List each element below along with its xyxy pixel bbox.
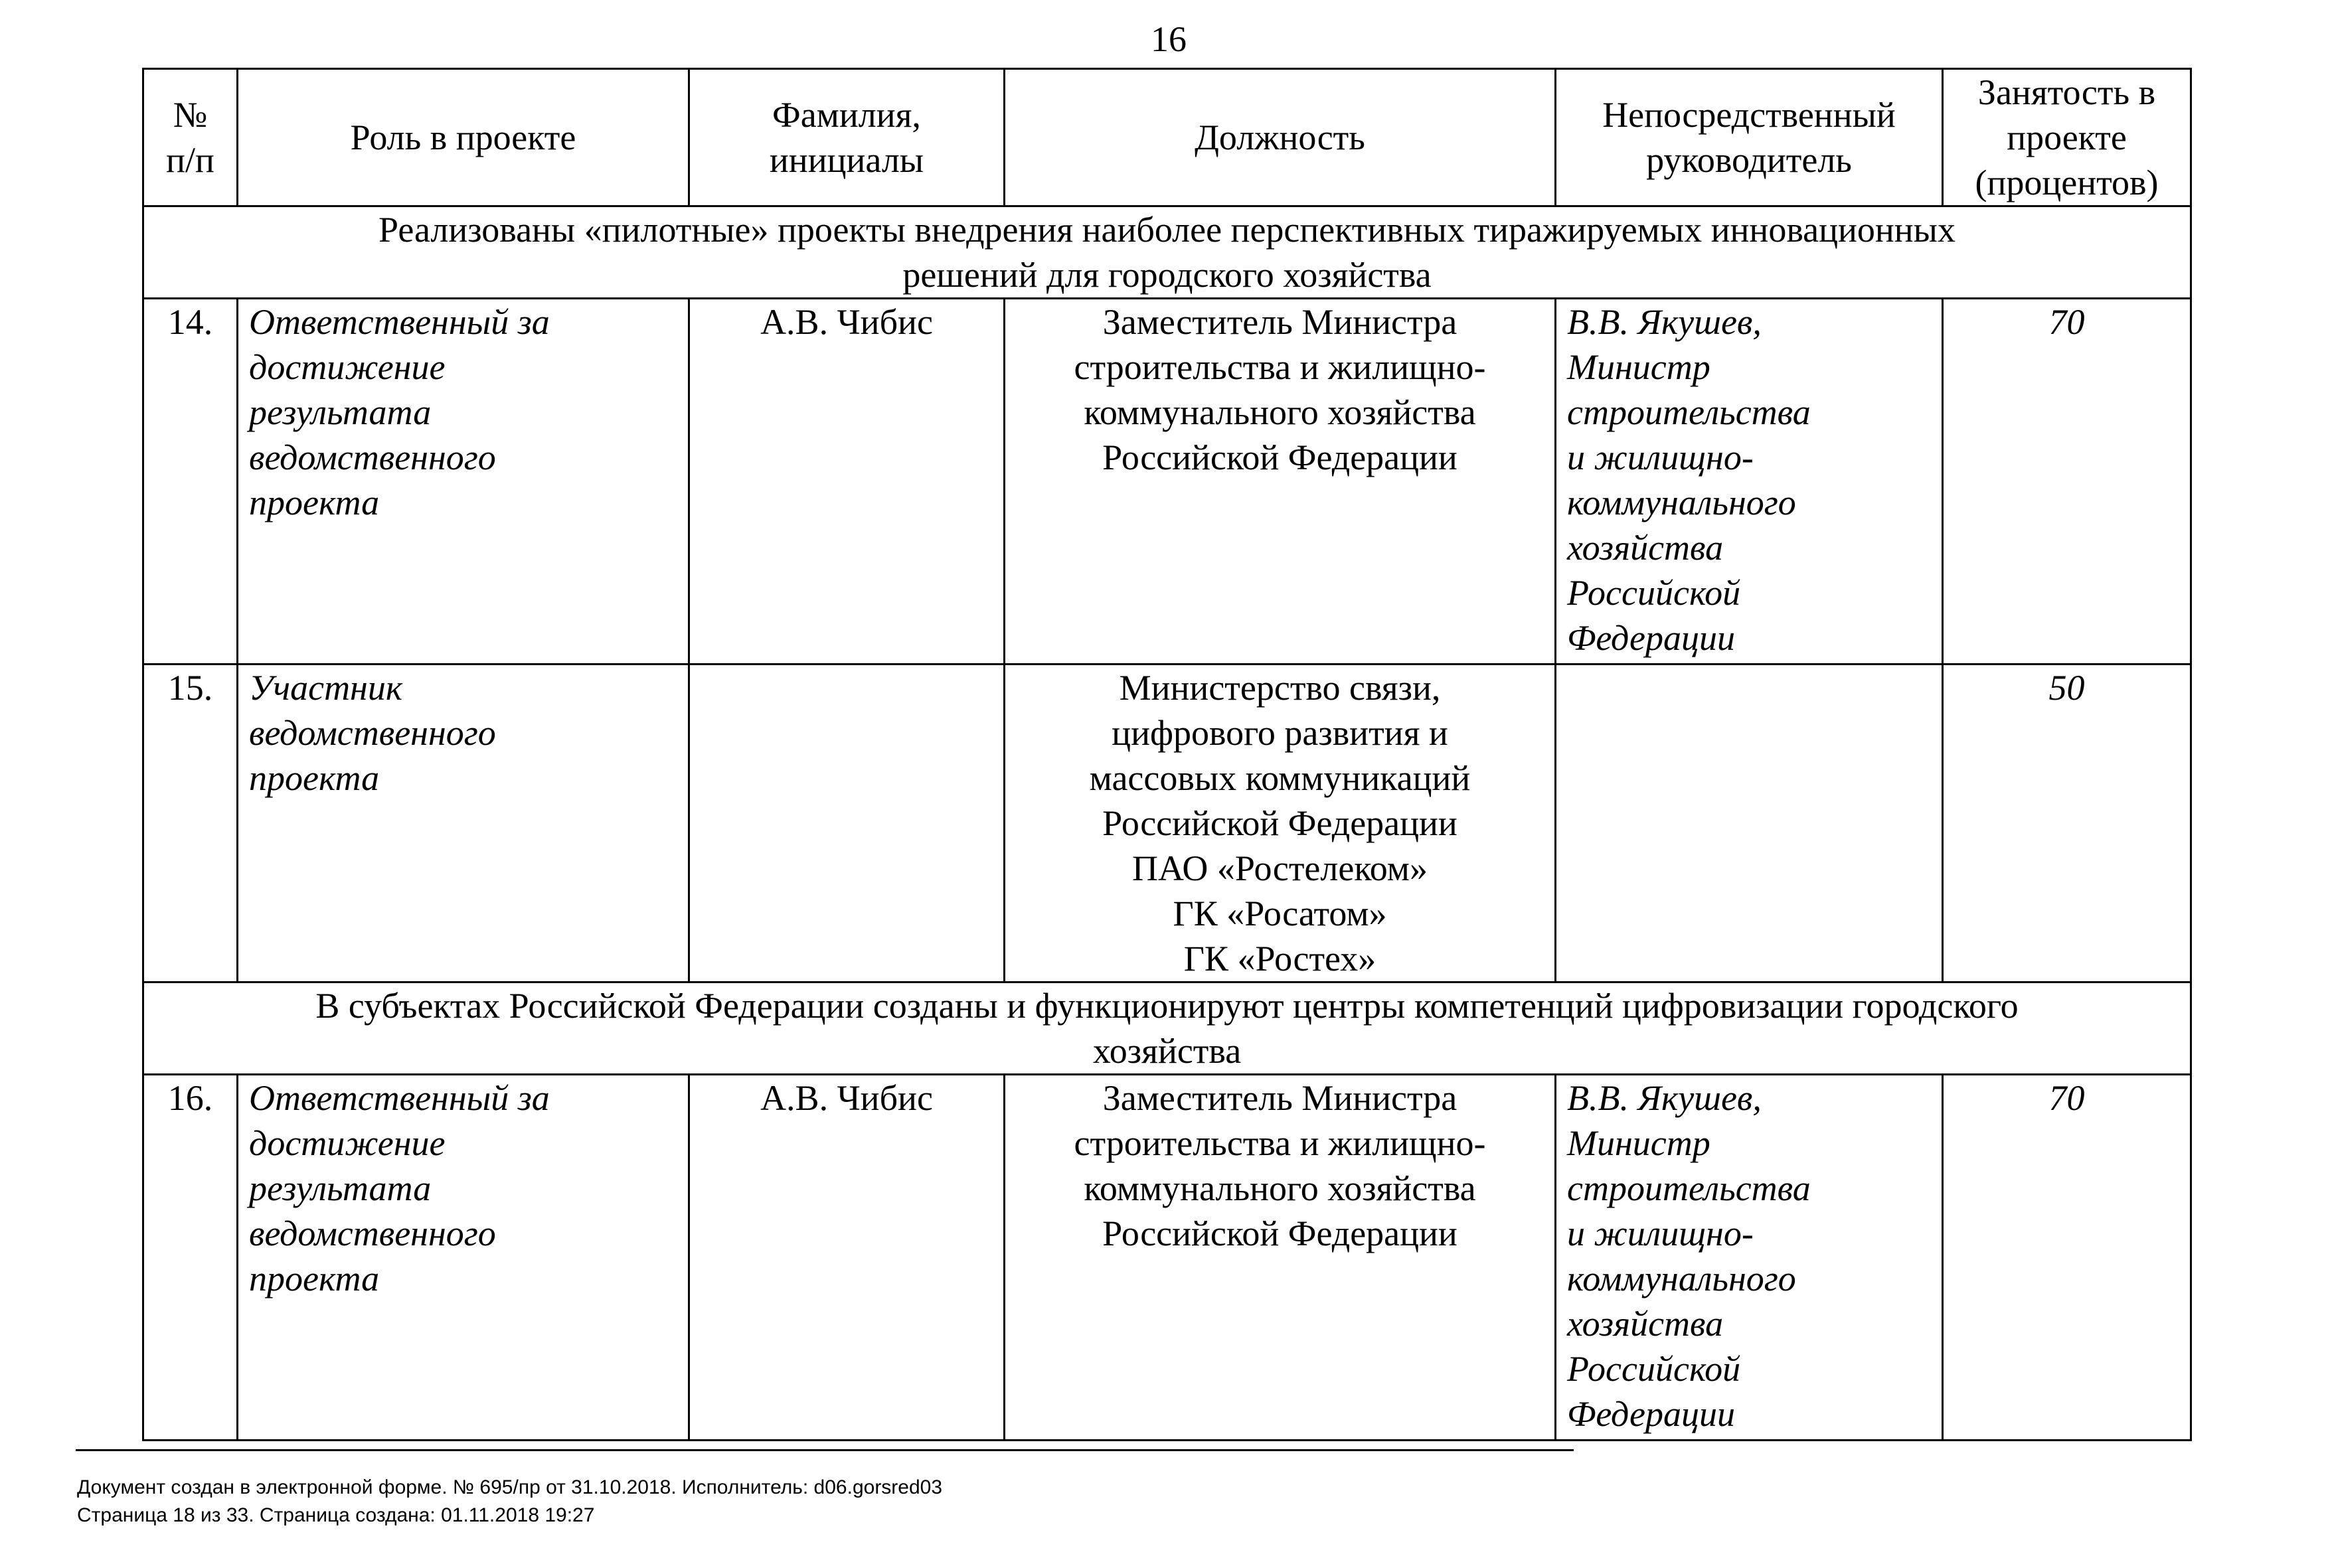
- position-line: ГК «Росатом»: [1173, 894, 1387, 933]
- role-line: результата: [249, 1168, 432, 1208]
- name-cell: А.В. Чибис: [689, 1075, 1005, 1441]
- manager-line: хозяйства: [1567, 528, 1724, 568]
- role-line: проекта: [249, 483, 380, 522]
- manager-line: строительства: [1567, 392, 1811, 432]
- manager-line: Российской: [1567, 573, 1741, 613]
- position-line: Российской Федерации: [1102, 437, 1457, 477]
- position-line: Министерство связи,: [1119, 668, 1441, 708]
- section-heading-line: решений для городского хозяйства: [902, 255, 1432, 295]
- manager-line: хозяйства: [1567, 1304, 1724, 1344]
- role-line: Ответственный за: [249, 1078, 550, 1118]
- employment-cell: 50: [1943, 665, 2191, 982]
- employment-cell: 70: [1943, 299, 2191, 665]
- manager-line: Федерации: [1567, 618, 1735, 658]
- position-line: строительства и жилищно-: [1074, 347, 1486, 387]
- manager-line: коммунального: [1567, 483, 1796, 522]
- header-num-line: п/п: [166, 140, 214, 180]
- manager-line: и жилищно-: [1567, 1214, 1754, 1253]
- position-cell: [1005, 299, 1556, 665]
- role-line: ведомственного: [249, 713, 496, 753]
- header-name: [689, 69, 1005, 206]
- header-name-line: Фамилия,: [772, 95, 921, 135]
- row-number: 16.: [143, 1075, 238, 1441]
- header-employment-line: Занятость в: [1977, 72, 2156, 112]
- role-cell: [238, 299, 689, 665]
- header-position-line: Должность: [1195, 118, 1365, 157]
- position-line: Российской Федерации: [1102, 803, 1457, 843]
- position-line: цифрового развития и: [1112, 713, 1448, 753]
- manager-line: Министр: [1567, 347, 1710, 387]
- header-manager-line: Непосредственный: [1602, 95, 1896, 135]
- footer-line-document-info: Документ создан в электронной форме. № 695/пр от 31.10.2018. Исполнитель: d06.gorsred03: [77, 1476, 943, 1498]
- name-cell: [689, 665, 1005, 982]
- section-row: [143, 206, 2191, 299]
- manager-line: коммунального: [1567, 1259, 1796, 1298]
- header-role-line: Роль в проекте: [350, 118, 576, 157]
- table-header-row: [143, 69, 2191, 206]
- position-line: ПАО «Ростелеком»: [1132, 848, 1428, 888]
- header-name-line: инициалы: [769, 140, 924, 180]
- position-cell: [1005, 1075, 1556, 1441]
- employment-cell: 70: [1943, 1075, 2191, 1441]
- header-num: [143, 69, 238, 206]
- position-line: Заместитель Министра: [1102, 1078, 1457, 1118]
- role-line: проекта: [249, 758, 380, 798]
- section-heading-pilot-projects: [143, 206, 2191, 299]
- row-number: 14.: [143, 299, 238, 665]
- header-employment-line: (процентов): [1975, 163, 2159, 202]
- header-employment-line: проекте: [2007, 118, 2127, 157]
- header-position: [1005, 69, 1556, 206]
- manager-cell: [1556, 299, 1943, 665]
- manager-line: и жилищно-: [1567, 437, 1754, 477]
- position-line: Российской Федерации: [1102, 1214, 1457, 1253]
- manager-cell: [1556, 665, 1943, 982]
- header-manager: [1556, 69, 1943, 206]
- position-line: массовых коммуникаций: [1089, 758, 1471, 798]
- footer-divider: [76, 1449, 1574, 1451]
- manager-line: В.В. Якушев,: [1567, 302, 1762, 342]
- role-cell: [238, 1075, 689, 1441]
- manager-line: В.В. Якушев,: [1567, 1078, 1762, 1118]
- position-line: Заместитель Министра: [1102, 302, 1457, 342]
- table-row: [143, 665, 2191, 982]
- manager-cell: [1556, 1075, 1943, 1441]
- manager-line: Федерации: [1567, 1394, 1735, 1434]
- manager-line: Министр: [1567, 1123, 1710, 1163]
- role-line: Участник: [249, 668, 403, 708]
- table-row: [143, 1075, 2191, 1441]
- footer-line-page-info: Страница 18 из 33. Страница создана: 01.11.2018 19:27: [77, 1504, 595, 1526]
- header-manager-line: руководитель: [1646, 140, 1852, 180]
- position-cell: [1005, 665, 1556, 982]
- role-line: Ответственный за: [249, 302, 550, 342]
- manager-line: строительства: [1567, 1168, 1811, 1208]
- position-line: ГК «Ростех»: [1183, 939, 1376, 979]
- table-row: [143, 299, 2191, 665]
- project-roles-table: [142, 68, 2192, 1441]
- role-cell: [238, 665, 689, 982]
- role-line: ведомственного: [249, 1214, 496, 1253]
- section-heading-competence-centers: [143, 982, 2191, 1075]
- role-line: результата: [249, 392, 432, 432]
- position-line: коммунального хозяйства: [1084, 1168, 1476, 1208]
- name-cell: А.В. Чибис: [689, 299, 1005, 665]
- document-footer: [77, 1474, 942, 1529]
- row-number: 15.: [143, 665, 238, 982]
- section-row: [143, 982, 2191, 1075]
- section-heading-line: хозяйства: [1092, 1031, 1242, 1071]
- role-line: достижение: [249, 347, 446, 387]
- header-employment: [1943, 69, 2191, 206]
- header-role: [238, 69, 689, 206]
- position-line: строительства и жилищно-: [1074, 1123, 1486, 1163]
- role-line: достижение: [249, 1123, 446, 1163]
- section-heading-line: Реализованы «пилотные» проекты внедрения наиболее перспективных тиражируемых инновационных: [378, 210, 1956, 250]
- role-line: проекта: [249, 1259, 380, 1298]
- role-line: ведомственного: [249, 437, 496, 477]
- section-heading-line: В субъектах Российской Федерации созданы и функционируют центры компетенций цифровизации городского: [315, 986, 2019, 1026]
- header-num-line: №: [173, 95, 208, 135]
- position-line: коммунального хозяйства: [1084, 392, 1476, 432]
- page-number: 16: [1151, 19, 1187, 59]
- manager-line: Российской: [1567, 1349, 1741, 1389]
